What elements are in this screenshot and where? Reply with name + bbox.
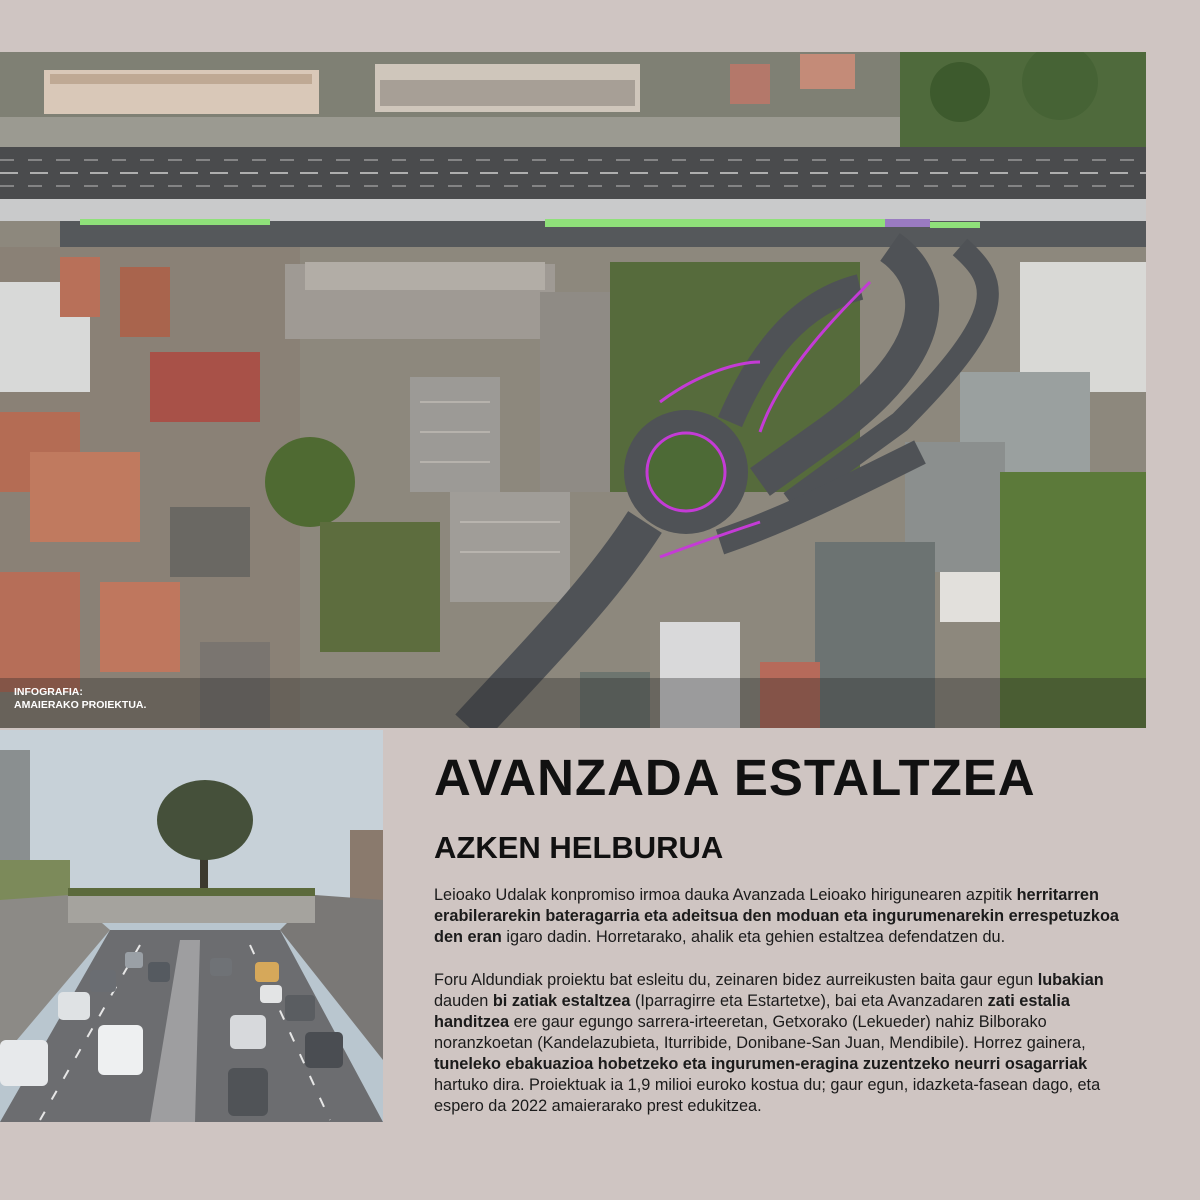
paragraph-2-text-2: dauden bbox=[434, 992, 493, 1010]
image-caption bbox=[14, 686, 146, 712]
caption-band bbox=[0, 678, 1146, 728]
paragraph-1 bbox=[434, 885, 1146, 948]
paragraph-2-bold-2: bi zatiak estaltzea bbox=[492, 992, 631, 1010]
paragraph-2-text-4: ere gaur egungo sarrera-irteeretan, Getxorako (Lekueder) nahiz Bilborako noranzkoetan (Kandelazubieta, Iturribide, Donibane-San Juan, Mendibile). Horrez gainera, bbox=[434, 1013, 1086, 1052]
caption-line-1: INFOGRAFIA: bbox=[14, 686, 83, 698]
page-subtitle: AZKEN HELBURUA bbox=[434, 830, 724, 865]
paragraph-2-text-1: Foru Aldundiak proiektu bat esleitu du, zeinaren bidez aurreikusten baita gaur egun bbox=[434, 971, 1038, 989]
paragraph-1-text-2: igaro dadin. Horretarako, ahalik eta gehien estaltzea defendatzen du. bbox=[501, 928, 1006, 946]
paragraph-1-text-1: Leioako Udalak konpromiso irmoa dauka Avanzada Leioako hirigunearen azpitik bbox=[434, 886, 1017, 904]
paragraph-2-bold-4: tuneleko ebakuazioa hobetzeko eta ingurumen-eragina zuzentzeko neurri osagarriak bbox=[434, 1055, 1088, 1073]
paragraph-2-text-3: (Iparragirre eta Estartetxe), bai eta Avanzadaren bbox=[630, 992, 988, 1010]
paragraph-1-bold-1: herritarren erabilerarekin bateragarria eta adeitsua den moduan eta ingurumenarekin errespetuzkoa den eran bbox=[434, 886, 1119, 946]
tunnel-photo-image bbox=[0, 730, 383, 1122]
caption-line-2: AMAIERAKO PROIEKTUA. bbox=[14, 699, 147, 711]
paragraph-2-text-5: hartuko dira. Proiektuak ia 1,9 milioi euroko kostua du; gaur egun, idazketa-fasean dago, eta espero da 2022 amaierarako prest edukitzea. bbox=[434, 1076, 1101, 1115]
aerial-infographic-image bbox=[0, 52, 1146, 728]
paragraph-2-bold-1: lubakian bbox=[1037, 971, 1104, 989]
paragraph-2-bold-3: zati estalia handitzea bbox=[434, 992, 1070, 1031]
page-title: AVANZADA ESTALTZEA bbox=[434, 749, 1036, 806]
article-body bbox=[434, 885, 1146, 1139]
paragraph-2 bbox=[434, 970, 1146, 1117]
